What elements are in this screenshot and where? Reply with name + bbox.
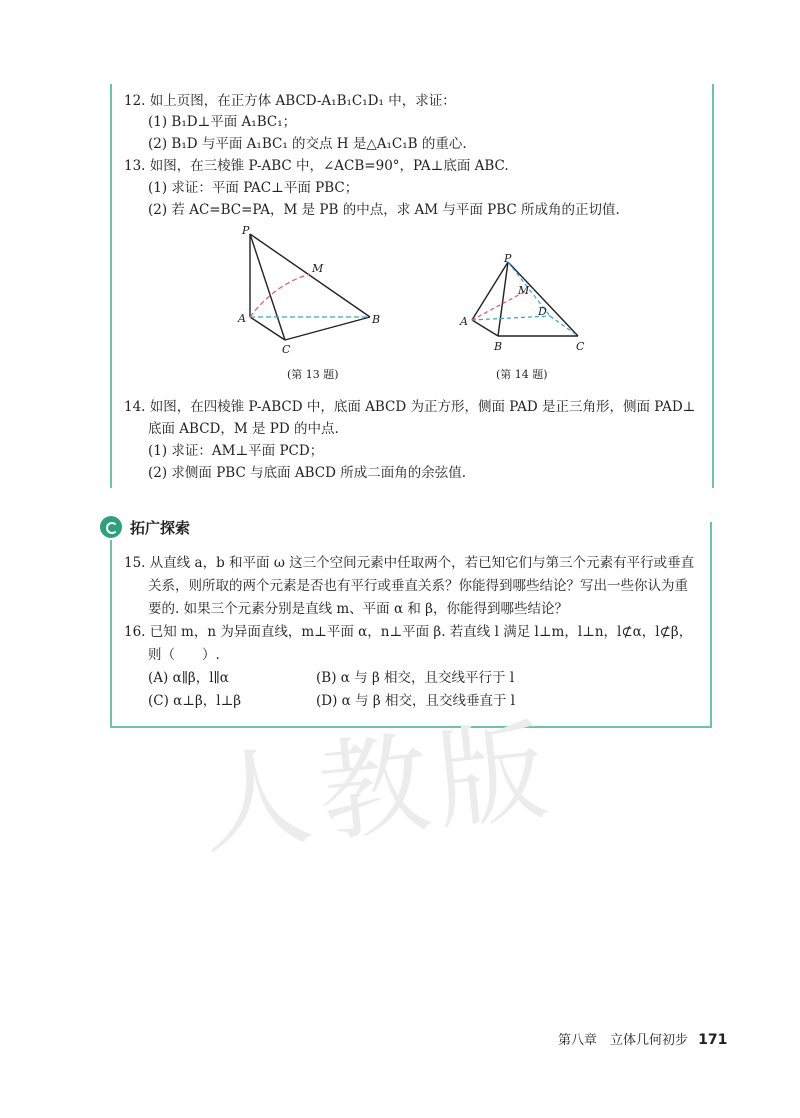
page-footer — [558, 1029, 727, 1048]
problem-15-line3: 要的. 如果三个元素分别是直线 m、平面 α 和 β，你能得到哪些结论？ — [148, 601, 568, 617]
label-M: M — [312, 262, 324, 275]
label-M: M — [518, 284, 530, 297]
problem-15-line2: 关系，则所取的两个元素是否也有平行或垂直关系？你能得到哪些结论？写出一些你认为重 — [148, 578, 688, 594]
segment-AM — [250, 274, 310, 317]
problem-16-line1: 16. 已知 m，n 为异面直线，m⊥平面 α，n⊥平面 β. 若直线 l 满足 l⊥m，l⊥n，l⊄α，l⊄β， — [124, 624, 693, 640]
chapter-title: 第八章 立体几何初步 — [558, 1033, 689, 1048]
problem-12-stem: 12. 如上页图，在正方体 ABCD-A₁B₁C₁D₁ 中，求证： — [124, 93, 456, 109]
edge-DC-hidden — [550, 316, 578, 336]
section-title: 拓广探索 — [130, 518, 191, 537]
problem-14-part1: (1) 求证：AM⊥平面 PCD； — [148, 443, 324, 459]
problem-14-stem-line2: 底面 ABCD，M 是 PD 的中点. — [148, 421, 339, 437]
problem-13-part2: (2) 若 AC=BC=PA，M 是 PB 的中点，求 AM 与平面 PBC 所成角的正切值. — [148, 202, 620, 218]
problem-14-stem-line1: 14. 如图，在四棱锥 P-ABCD 中，底面 ABCD 为正方形，侧面 PAD 是正三角形，侧面 PAD⊥ — [124, 399, 696, 415]
label-C: C — [576, 340, 585, 353]
section-heading — [100, 514, 190, 540]
watermark: 人教版 — [195, 705, 561, 871]
label-A: A — [460, 315, 468, 328]
problem-16-line2: 则（ ）. — [148, 647, 220, 663]
figure-13 — [230, 222, 390, 362]
page-number: 171 — [698, 1032, 728, 1048]
problem-16-option-c: (C) α⊥β，l⊥β — [148, 693, 242, 709]
edge-PC — [508, 262, 578, 336]
edge-AB — [472, 320, 498, 336]
figure-13-caption: (第 13 题) — [287, 368, 339, 381]
label-A: A — [238, 312, 246, 325]
label-C: C — [282, 343, 291, 356]
figure-14 — [458, 252, 598, 362]
problem-12-part1: (1) B₁D⊥平面 A₁BC₁； — [148, 114, 297, 130]
edge-AC — [250, 317, 285, 340]
problem-16-option-a: (A) α∥β，l∥α — [148, 670, 229, 686]
problem-13-stem: 13. 如图，在三棱锥 P-ABC 中，∠ACB=90°，PA⊥底面 ABC. — [124, 158, 509, 174]
edge-PB — [250, 234, 370, 317]
figure-14-caption: (第 14 题) — [496, 368, 548, 381]
edge-PC — [250, 234, 285, 340]
label-P: P — [242, 224, 250, 237]
problem-14-part2: (2) 求侧面 PBC 与底面 ABCD 所成二面角的余弦值. — [148, 465, 467, 481]
edge-CB — [285, 317, 370, 340]
label-B: B — [494, 340, 503, 353]
label-B: B — [372, 313, 381, 326]
problem-13-part1: (1) 求证：平面 PAC⊥平面 PBC； — [148, 180, 359, 196]
edge-PA — [472, 262, 508, 320]
problem-16-option-d: (D) α 与 β 相交，且交线垂直于 l — [316, 693, 516, 709]
section-badge-icon — [100, 516, 122, 538]
edge-PB — [498, 262, 508, 336]
problem-16-option-b: (B) α 与 β 相交，且交线平行于 l — [316, 670, 515, 686]
label-D: D — [538, 305, 547, 318]
label-P: P — [504, 252, 512, 265]
problem-12-part2: (2) B₁D 与平面 A₁BC₁ 的交点 H 是△A₁C₁B 的重心. — [148, 136, 467, 152]
problem-15-line1: 15. 从直线 a，b 和平面 ω 这三个空间元素中任取两个，若已知它们与第三个元素有平行或垂直 — [124, 555, 695, 571]
